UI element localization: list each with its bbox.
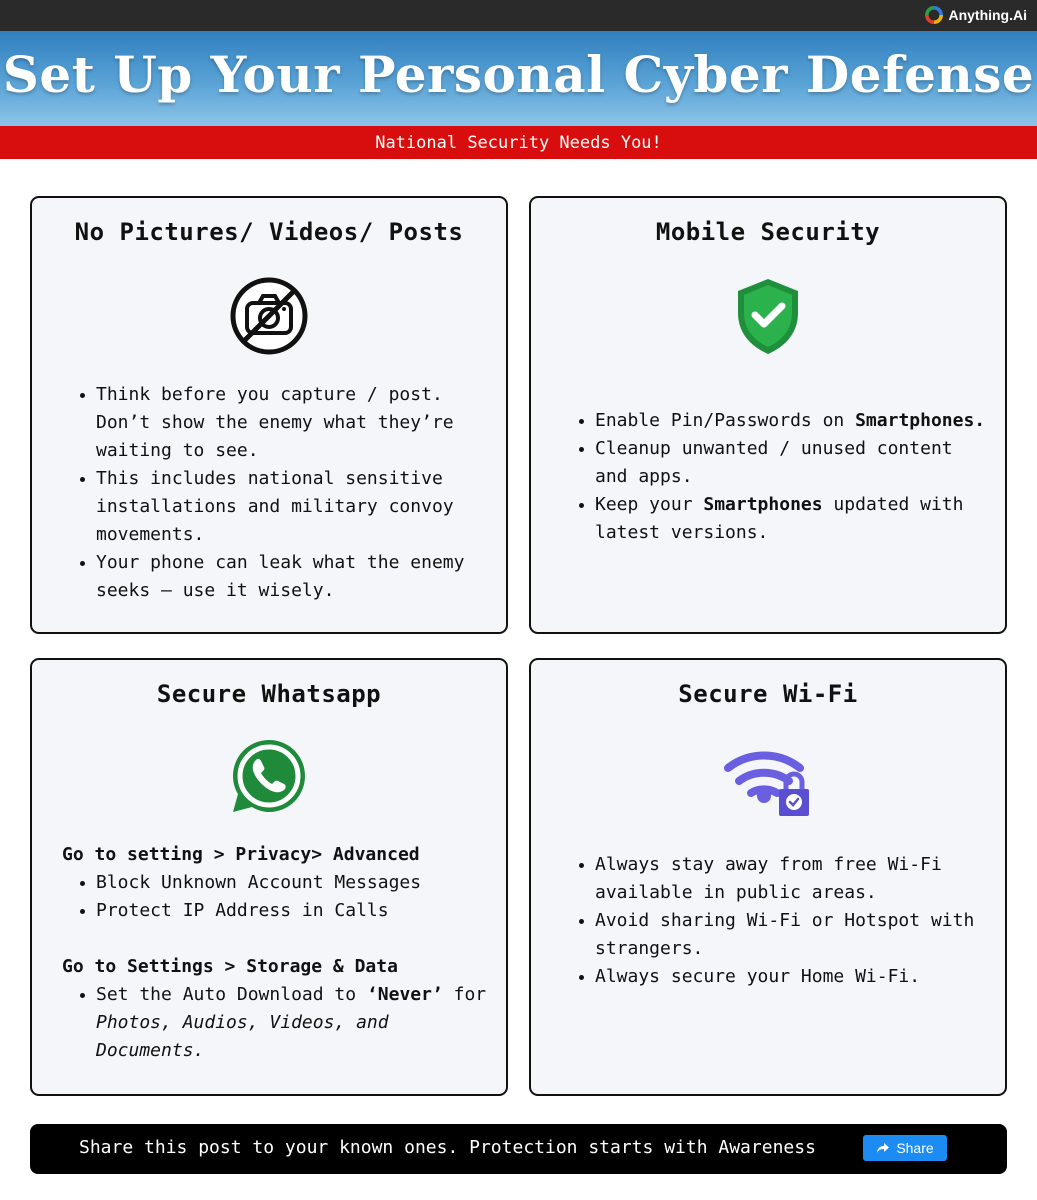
list-item [62, 981, 492, 1065]
card-title: Mobile Security [655, 218, 881, 246]
list-item: Protect IP Address in Calls [62, 897, 492, 925]
list-item: Your phone can leak what the enemy seeks – use it wisely. [62, 549, 492, 605]
item-text: Keep your [595, 494, 704, 515]
item-text: Enable Pin/Passwords on [595, 410, 856, 431]
share-label: Share [896, 1140, 934, 1156]
footer-text: Share this post to your known ones. Protection starts with Awareness [79, 1137, 816, 1158]
item-text: updated with latest versions. [595, 494, 964, 543]
list-item: Always stay away from free Wi-Fi available in public areas. [561, 851, 991, 907]
list-item [561, 491, 991, 547]
wifi-lock-icon [722, 740, 814, 818]
banner [0, 126, 1037, 159]
pictures-list [62, 381, 492, 605]
card-title: Secure Wi-Fi [678, 680, 858, 708]
card-secure-wifi [529, 658, 1007, 1096]
card-no-pictures [30, 196, 508, 634]
item-bold-text: ‘Never’ [366, 984, 443, 1005]
card-title: No Pictures/ Videos/ Posts [74, 218, 464, 246]
page-title: Set Up Your Personal Cyber Defense [2, 45, 1035, 104]
storage-list [62, 981, 492, 1065]
privacy-list [62, 869, 492, 925]
item-text: for [442, 984, 487, 1005]
card-secure-whatsapp [30, 658, 508, 1096]
item-text: Set the Auto Download to [96, 984, 367, 1005]
spacer [62, 925, 492, 953]
wifi-list [561, 851, 991, 991]
whatsapp-steps [62, 841, 492, 1065]
brand-logo-icon [925, 6, 943, 24]
list-item: Always secure your Home Wi-Fi. [561, 963, 991, 991]
hero-header [0, 31, 1037, 126]
brand[interactable] [925, 5, 1027, 25]
banner-text: National Security Needs You! [375, 132, 662, 153]
item-bold-text: Smartphones. [855, 410, 986, 431]
section-heading: Go to setting > Privacy> Advanced [62, 844, 420, 865]
top-bar [0, 0, 1037, 31]
list-item: Avoid sharing Wi-Fi or Hotspot with strangers. [561, 907, 991, 963]
list-item [561, 407, 991, 435]
list-item: Cleanup unwanted / unused content and apps. [561, 435, 991, 491]
list-item: Think before you capture / post. Don’t show the enemy what they’re waiting to see. [62, 381, 492, 465]
item-italic-text: Photos, Audios, Videos, and Documents. [96, 1012, 389, 1061]
section-heading: Go to Settings > Storage & Data [62, 956, 398, 977]
item-bold-text: Smartphones [703, 494, 823, 515]
list-item: Block Unknown Account Messages [62, 869, 492, 897]
list-item: This includes national sensitive installations and military convoy movements. [62, 465, 492, 549]
footer-bar [30, 1124, 1007, 1174]
card-mobile-security [529, 196, 1007, 634]
share-arrow-icon [876, 1142, 890, 1154]
whatsapp-icon [229, 736, 309, 816]
card-title: Secure Whatsapp [156, 680, 382, 708]
mobile-list [561, 407, 991, 547]
brand-name: Anything.Ai [948, 7, 1027, 23]
shield-check-icon [736, 277, 800, 356]
share-button[interactable] [863, 1135, 947, 1161]
no-camera-icon [229, 276, 309, 356]
